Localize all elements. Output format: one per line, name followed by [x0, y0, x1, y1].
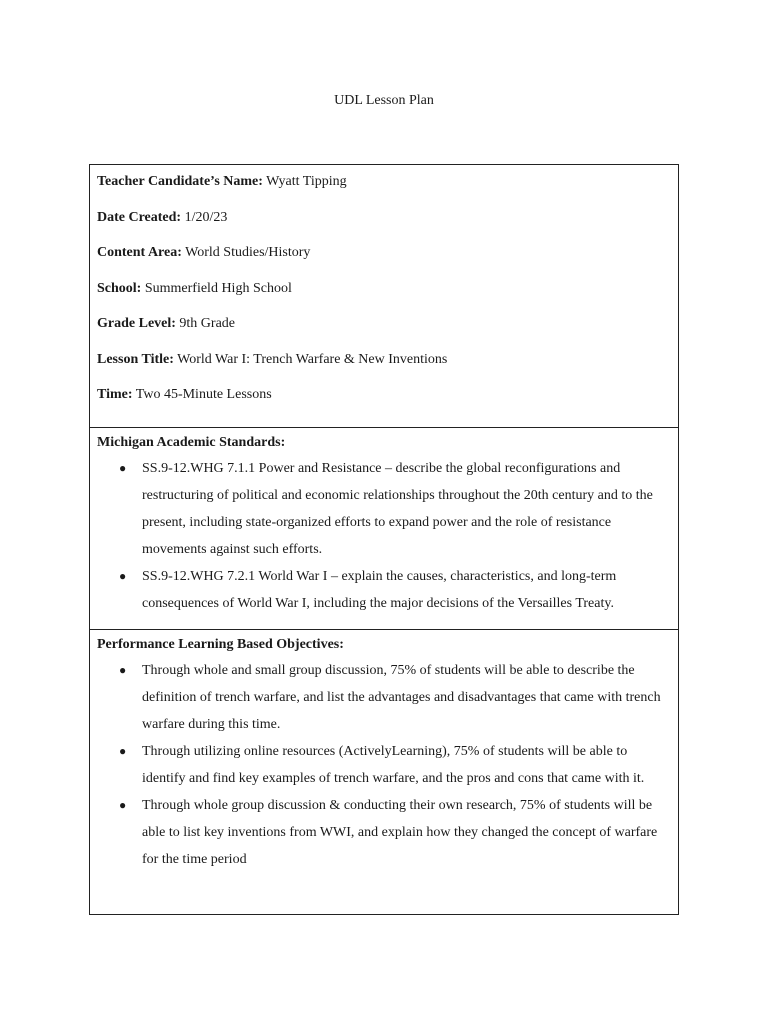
- document-title: UDL Lesson Plan: [334, 93, 434, 108]
- info-section: [90, 165, 678, 428]
- bullet-icon: ●: [119, 461, 127, 475]
- list-item: [97, 563, 671, 617]
- info-value: World War I: Trench Warfare & New Inventions: [177, 351, 448, 367]
- info-row-grade-level: [97, 313, 671, 349]
- info-row-content-area: [97, 242, 671, 278]
- bullet-icon: ●: [119, 744, 127, 758]
- info-label: Date Created:: [97, 209, 182, 225]
- bullet-icon: ●: [119, 798, 127, 812]
- info-value: 1/20/23: [184, 209, 228, 225]
- info-value: World Studies/History: [185, 245, 311, 260]
- standards-section: [90, 428, 678, 630]
- list-item: [97, 792, 671, 873]
- bullet-icon: ●: [119, 663, 127, 677]
- list-item: [97, 738, 671, 792]
- list-item-text: SS.9-12.WHG 7.2.1 World War I – explain the causes, characteristics, and long-term consequences of World War I, including the major decisions of the Versailles Treaty.: [142, 569, 617, 611]
- list-item-text: Through whole group discussion & conducting their own research, 75% of students will be able to list key inventions from WWI, and explain how they changed the concept of warfare for the time period: [142, 798, 658, 867]
- info-row-teacher-name: [97, 171, 671, 207]
- standards-heading: Michigan Academic Standards:: [97, 435, 286, 450]
- info-value: 9th Grade: [179, 316, 236, 331]
- info-row-date-created: [97, 207, 671, 243]
- info-row-time: [97, 384, 671, 420]
- list-item: [97, 455, 671, 563]
- info-label: Time:: [97, 387, 133, 402]
- standards-list: [97, 455, 671, 617]
- info-row-school: [97, 278, 671, 314]
- list-item: [97, 657, 671, 738]
- info-value: Two 45-Minute Lessons: [135, 387, 272, 402]
- objectives-section: [90, 630, 678, 914]
- list-item-text: Through whole and small group discussion, 75% of students will be able to describe the definition of trench warfare, and list the advantages and disadvantages that came with trench warfare during this time.: [142, 663, 661, 732]
- objectives-heading: Performance Learning Based Objectives:: [97, 637, 344, 652]
- info-label: Grade Level:: [97, 316, 176, 331]
- objectives-list: [97, 657, 671, 873]
- lesson-plan-table: [89, 164, 679, 915]
- list-item-text: SS.9-12.WHG 7.1.1 Power and Resistance – describe the global reconfigurations and restructuring of political and economic relationships throughout the 20th century and to the present, including state-organized efforts to expand power and the role of resistance movements against such efforts.: [142, 461, 653, 557]
- info-label: School:: [97, 280, 142, 296]
- list-item-text: Through utilizing online resources (ActivelyLearning), 75% of students will be able to identify and find key examples of trench warfare, and the pros and cons that came with it.: [142, 744, 645, 786]
- info-value: Wyatt Tipping: [266, 174, 347, 189]
- bullet-icon: ●: [119, 569, 127, 583]
- info-label: Lesson Title:: [97, 351, 174, 367]
- info-label: Teacher Candidate’s Name:: [97, 174, 263, 189]
- info-label: Content Area:: [97, 245, 182, 260]
- info-value: Summerfield High School: [144, 280, 292, 296]
- info-row-lesson-title: [97, 349, 671, 385]
